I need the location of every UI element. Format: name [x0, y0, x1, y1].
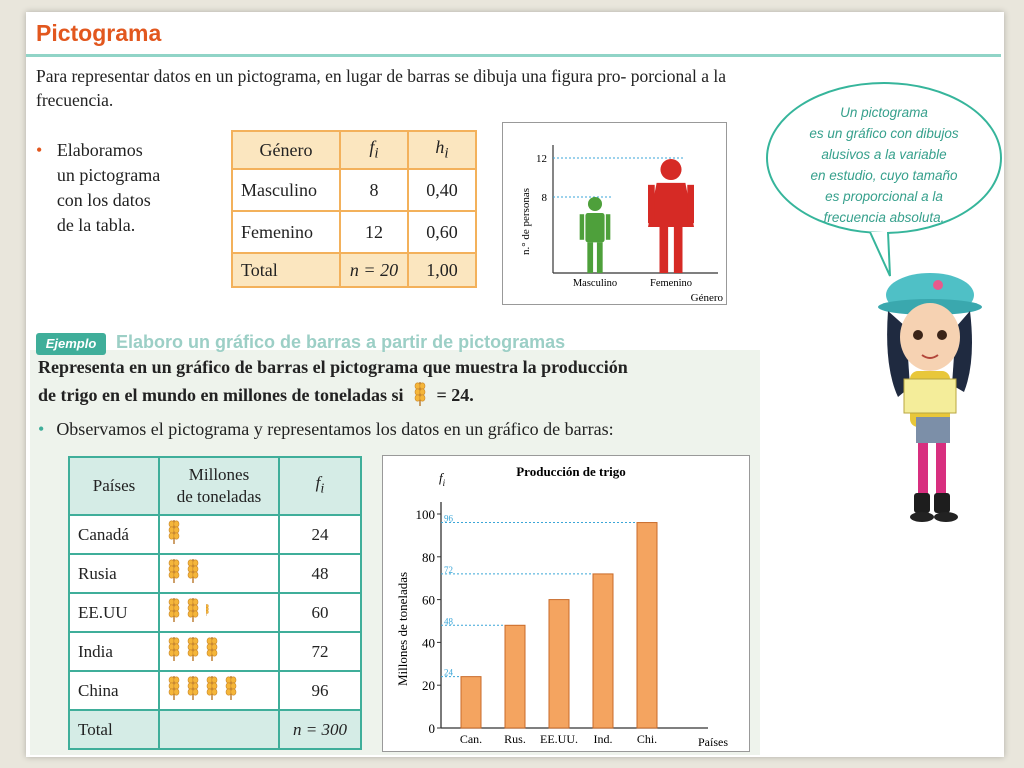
header-genero: Género: [232, 131, 340, 169]
cell-total-label: Total: [69, 710, 159, 749]
pict-tick-8: 8: [541, 192, 547, 204]
bullet-line: con los datos: [56, 190, 151, 210]
pict-x-label: Género: [690, 292, 723, 304]
intro-paragraph: Para representar datos en un pictograma, en lugar de barras se dibuja una figura pro- porcional a la frecuencia.: [36, 66, 726, 110]
bar: [505, 625, 525, 728]
cell-hi: 0,60: [408, 211, 476, 253]
cell-country: EE.UU: [69, 593, 159, 632]
bubble-line: en estudio, cuyo tamaño: [810, 168, 958, 183]
wheat-icon: [187, 597, 199, 628]
wheat-icon: [168, 558, 180, 589]
cell-fi: 96: [279, 671, 361, 710]
example-bullet: • Observamos el pictograma y representamos los datos en un gráfico de barras:: [38, 419, 614, 439]
pict-category-masculino: Masculino: [572, 278, 618, 289]
reference-label: 24: [444, 667, 453, 678]
bar: [461, 677, 481, 728]
header-hi: $h_i$: [408, 131, 476, 169]
page-title: Pictograma: [36, 20, 162, 46]
y-tick-label: 20: [422, 678, 435, 694]
prompt-line-2: de trigo en el mundo en millones de toneladas si = 24.: [38, 381, 758, 409]
y-tick-label: 80: [422, 549, 435, 565]
cell-gender: Femenino: [232, 211, 340, 253]
pict-category-femenino: Femenino: [650, 278, 692, 289]
y-tick-label: 60: [422, 592, 435, 608]
wheat-icon: [168, 519, 180, 550]
x-tick-label: EE.UU.: [540, 732, 578, 746]
y-tick-label: 0: [428, 721, 435, 736]
wheat-production-table: [68, 456, 362, 750]
bar: [637, 523, 657, 728]
chart-y-symbol: $f_i$: [439, 470, 446, 488]
wheat-icon: [187, 558, 199, 589]
gender-pictogram: [502, 122, 727, 305]
bar: [549, 600, 569, 728]
wheat-icon: [187, 675, 199, 706]
chart-y-label: Millones de toneladas: [395, 571, 410, 686]
bar: [593, 574, 613, 728]
wheat-icon: [414, 381, 426, 407]
cell-total-n: n = 300: [279, 710, 361, 749]
chart-title: Producción de trigo: [516, 464, 626, 479]
y-tick-label: 100: [415, 507, 435, 522]
cell-fi: 60: [279, 593, 361, 632]
bullet-line: Elaboramos: [56, 140, 143, 160]
cell-country: China: [69, 671, 159, 710]
x-tick-label: Rus.: [504, 732, 526, 746]
cell-wheat-icons: [159, 554, 279, 593]
example-prompt: [38, 354, 758, 409]
reference-label: 48: [444, 616, 453, 627]
header-paises: Países: [69, 457, 159, 515]
student-girl-illustration: [866, 267, 996, 527]
cell-gender: Masculino: [232, 169, 340, 211]
bullet-line: un pictograma: [56, 165, 161, 185]
bullet-line: de la tabla.: [56, 215, 136, 235]
pictogram-svg: [503, 123, 728, 306]
speech-bubble: [766, 82, 1002, 234]
reference-label: 96: [444, 513, 453, 524]
bubble-line: es un gráfico con dibujos: [809, 126, 959, 141]
cell-wheat-icons: [159, 593, 279, 632]
y-tick-label: 40: [422, 635, 435, 651]
reference-label: 72: [444, 564, 453, 575]
x-tick-label: Can.: [459, 732, 483, 746]
cell-wheat-icons: [159, 671, 279, 710]
cell-fi: 8: [340, 169, 408, 211]
cell-total-h: 1,00: [408, 253, 476, 287]
bar-chart-panel: [382, 455, 750, 752]
header-fi: $f_i$: [340, 131, 408, 169]
cell-country: India: [69, 632, 159, 671]
pict-y-label: n.° de personas: [520, 187, 532, 255]
example-title: Elaboro un gráfico de barras a partir de pictogramas: [116, 332, 566, 352]
cell-total-n: n = 20: [340, 253, 408, 287]
chart-x-label: Países: [698, 735, 728, 749]
cell-wheat-icons: [159, 632, 279, 671]
textbook-page: [26, 12, 1004, 757]
cell-wheat-icons: [159, 515, 279, 554]
wheat-icon: [187, 636, 199, 667]
bubble-line: alusivos a la variable: [821, 147, 947, 162]
wheat-icon: [168, 675, 180, 706]
bullet-elaboramos: [36, 138, 227, 238]
gender-frequency-table: [231, 130, 477, 288]
header-fi: $f_i$: [279, 457, 361, 515]
male-figure-icon: [580, 197, 611, 273]
wheat-icon: [168, 597, 180, 628]
header-millones: Millones de toneladas: [159, 457, 279, 515]
x-tick-label: Chi.: [636, 732, 658, 746]
bullet-dot-icon: •: [38, 419, 45, 439]
wheat-icon: [206, 636, 218, 667]
bubble-line: Un pictograma: [840, 105, 928, 120]
cell-country: Canadá: [69, 515, 159, 554]
example-tag: Ejemplo: [36, 333, 106, 355]
cell-hi: 0,40: [408, 169, 476, 211]
cell-country: Rusia: [69, 554, 159, 593]
cell-fi: 24: [279, 515, 361, 554]
cell-empty: [159, 710, 279, 749]
bubble-line: es proporcional a la: [825, 189, 943, 204]
wheat-icon: [206, 675, 218, 706]
bubble-line: frecuencia absoluta.: [823, 210, 945, 225]
prompt-line-1: Representa en un gráfico de barras el pictograma que muestra la producción: [38, 357, 628, 377]
cell-fi: 12: [340, 211, 408, 253]
cell-total-label: Total: [232, 253, 340, 287]
heading-divider: [26, 54, 1001, 57]
cell-fi: 48: [279, 554, 361, 593]
wheat-icon: [206, 597, 212, 628]
cell-fi: 72: [279, 632, 361, 671]
pict-tick-12: 12: [536, 153, 547, 165]
female-figure-icon: [648, 159, 694, 273]
wheat-icon: [168, 636, 180, 667]
x-tick-label: Ind.: [593, 732, 613, 746]
wheat-icon: [225, 675, 237, 706]
bar-chart-svg: [383, 456, 751, 753]
bullet-dot-icon: •: [36, 140, 43, 160]
